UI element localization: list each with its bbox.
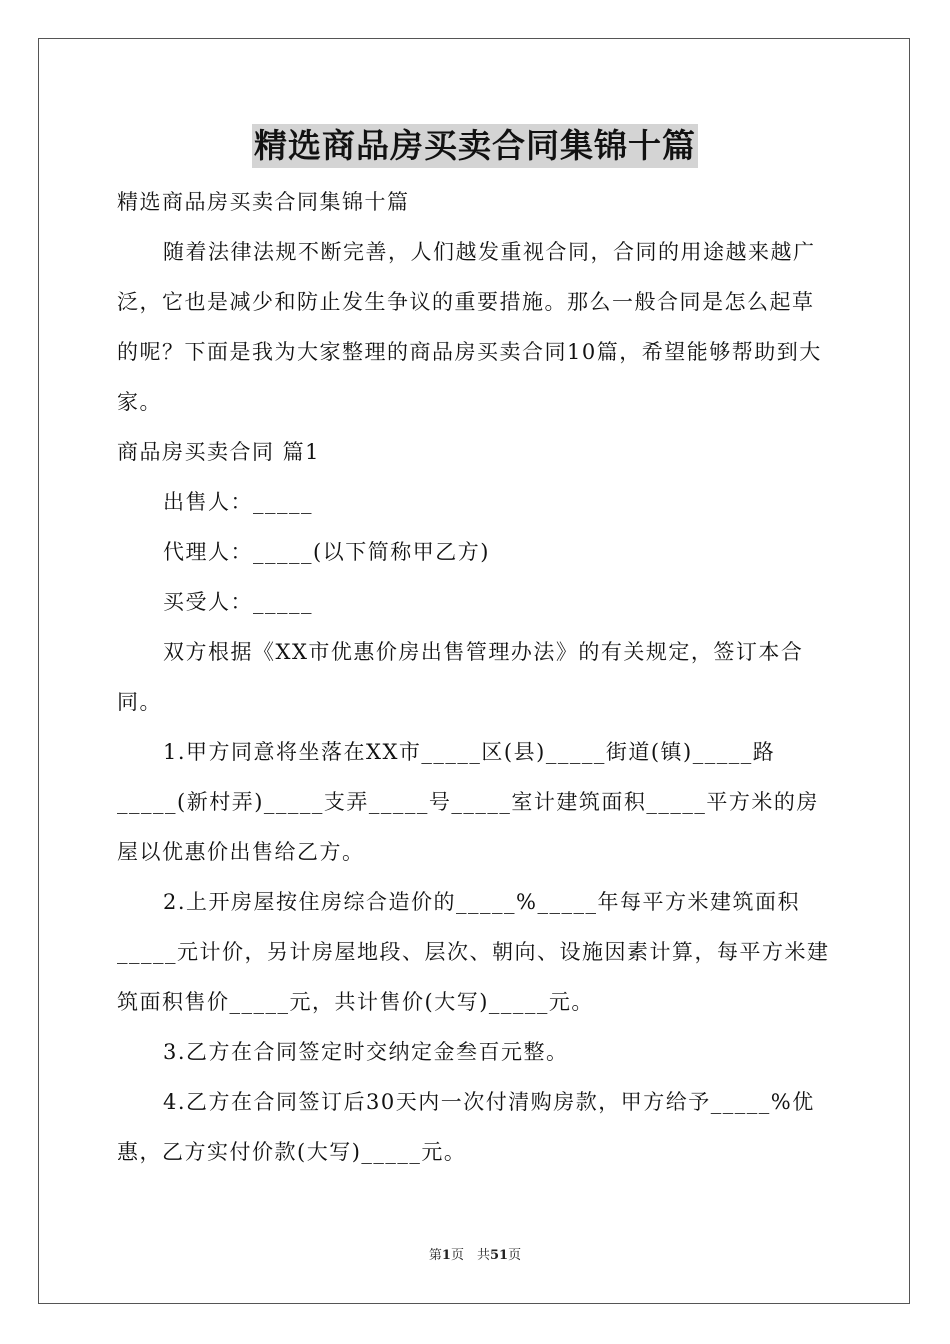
title-container: [0, 124, 950, 168]
clause-2: 2.上开房屋按住房综合造价的_____%_____年每平方米建筑面积_____元计价，另计房屋地段、层次、朝向、设施因素计算，每平方米建筑面积售价_____元，共计售价(大写)_____元。: [117, 890, 830, 1014]
document-subtitle: 精选商品房买卖合同集锦十篇: [117, 190, 410, 214]
footer-page-suffix: 页: [508, 1248, 522, 1263]
party-seller: 出售人：_____: [163, 490, 313, 514]
clause-1: 1.甲方同意将坐落在XX市_____区(县)_____街道(镇)_____路_____(新村弄)_____支弄_____号_____室计建筑面积_____平方米的房屋以优惠价出售给乙方。: [117, 740, 819, 864]
section-heading: 商品房买卖合同 篇1: [117, 440, 321, 464]
footer-page-total: 51: [489, 1248, 509, 1263]
intro-paragraph: 随着法律法规不断完善，人们越发重视合同，合同的用途越来越广泛，它也是减少和防止发生争议的重要措施。那么一般合同是怎么起草的呢？下面是我为大家整理的商品房买卖合同10篇，希望能够帮助到大家。: [117, 240, 822, 414]
party-buyer: 买受人：_____: [163, 590, 313, 614]
clause-preamble: 双方根据《XX市优惠价房出售管理办法》的有关规定，签订本合同。: [117, 640, 804, 714]
clause-4: 4.乙方在合同签订后30天内一次付清购房款，甲方给予_____%优惠，乙方实付价款(大写)_____元。: [117, 1090, 815, 1164]
page-footer: [0, 1244, 950, 1263]
footer-page-prefix: 第: [428, 1248, 442, 1263]
footer-page-mid: 页 共: [450, 1248, 490, 1263]
party-agent: 代理人：_____(以下简称甲乙方): [163, 540, 490, 564]
footer-page-current: 1: [441, 1248, 451, 1263]
document-title: 精选商品房买卖合同集锦十篇: [252, 124, 698, 168]
document-body: [117, 177, 833, 1177]
clause-3: 3.乙方在合同签定时交纳定金叁百元整。: [163, 1040, 569, 1064]
